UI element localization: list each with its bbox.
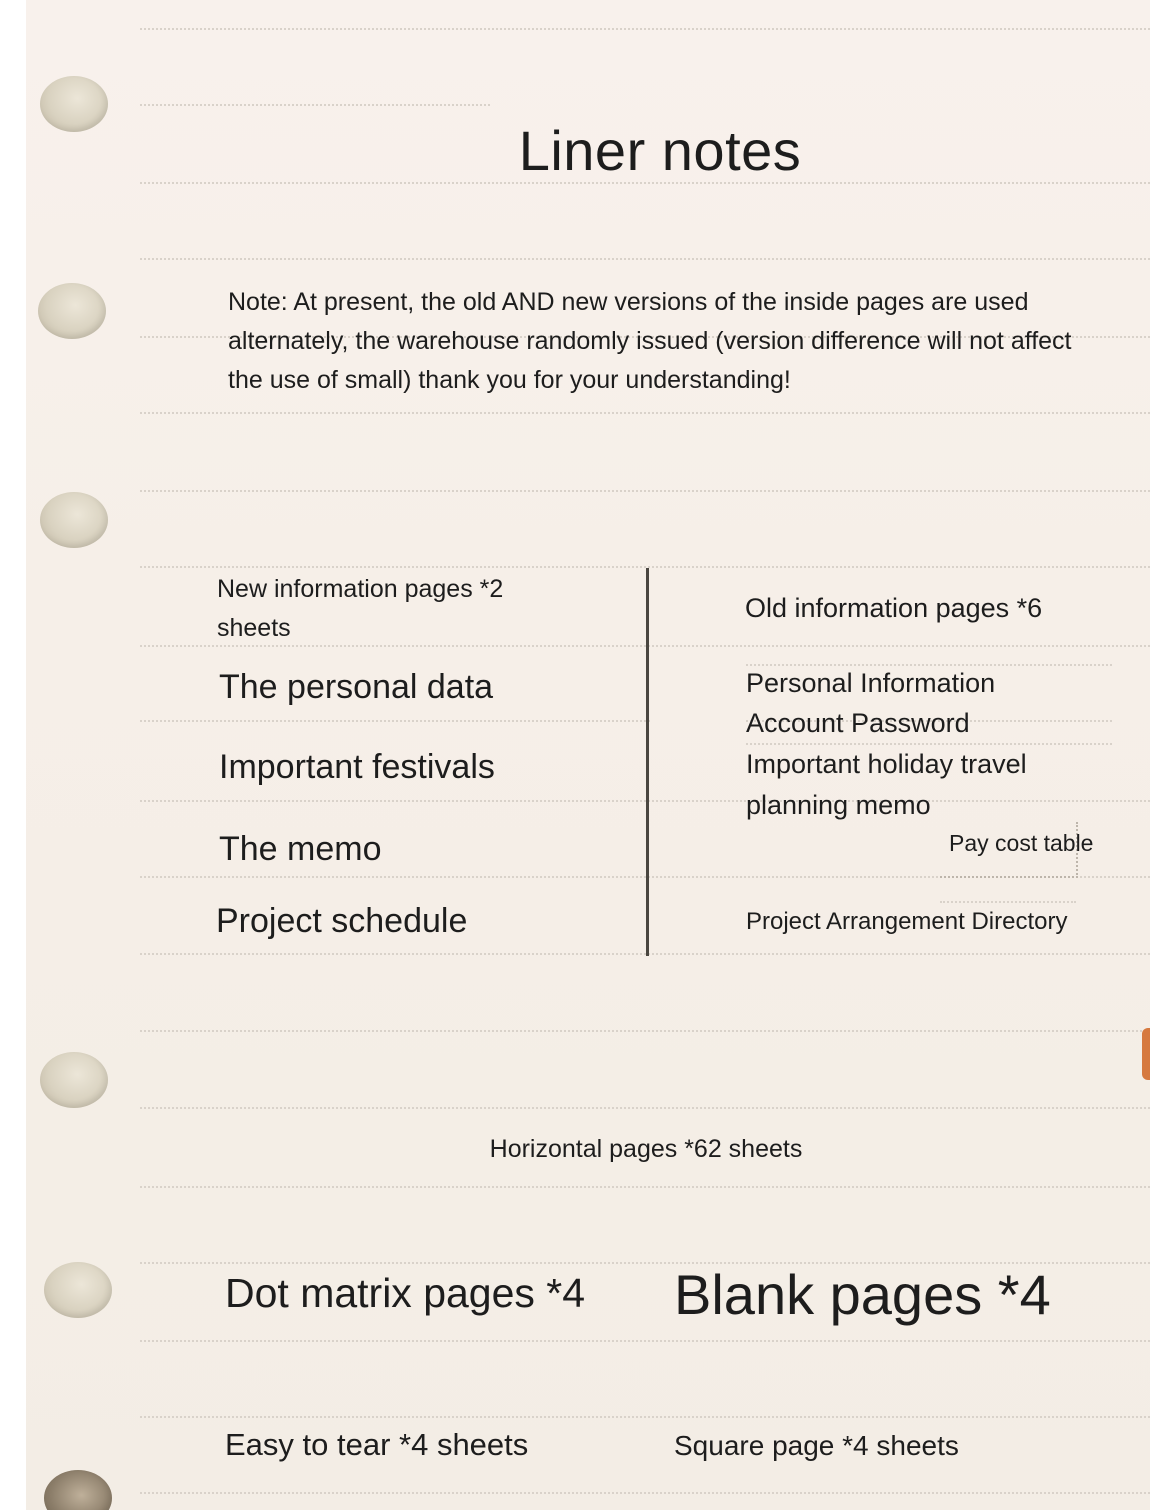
binder-hole	[40, 1052, 108, 1108]
new-pages-heading: New information pages *2 sheets	[217, 575, 504, 642]
ruled-line	[140, 258, 1150, 260]
new-pages-item: The memo	[219, 830, 382, 868]
ruled-line	[140, 800, 1150, 802]
ruled-line	[140, 1416, 1150, 1418]
ruled-line	[140, 720, 650, 722]
ruled-line	[140, 953, 1150, 955]
ruled-line	[940, 901, 1076, 903]
page-tab	[1142, 1028, 1150, 1080]
binder-hole	[44, 1262, 112, 1318]
binder-hole	[38, 283, 106, 339]
version-note: Note: At present, the old AND new versions of the inside pages are used alternately, the warehouse randomly issued (version difference will not affect the use of small) thank you for your understanding!	[228, 288, 1072, 394]
right-margin	[1150, 0, 1172, 1510]
ruled-line	[140, 1492, 1150, 1494]
old-pages-item: Important holiday travel	[746, 749, 1027, 779]
page-title: Liner notes	[518, 119, 802, 182]
ruled-line	[140, 490, 1150, 492]
ruled-line	[140, 1030, 1150, 1032]
blank-pages-label: Blank pages *4	[674, 1263, 1051, 1326]
pay-cost-label: Pay cost table	[949, 830, 1094, 856]
old-pages-item: planning memo	[746, 790, 931, 820]
ruled-line	[140, 1186, 1150, 1188]
easy-tear-label: Easy to tear *4 sheets	[225, 1427, 529, 1462]
ruled-line	[746, 743, 1112, 745]
old-pages-item: Account Password	[746, 708, 970, 738]
old-pages-item: Personal Information	[746, 668, 996, 698]
ruled-line	[140, 412, 1150, 414]
dot-matrix-label: Dot matrix pages *4	[225, 1270, 586, 1316]
ruled-line	[140, 1340, 1150, 1342]
column-divider	[646, 568, 649, 956]
ruled-line	[746, 664, 1112, 666]
ruled-line	[140, 1107, 1150, 1109]
horizontal-pages-label: Horizontal pages *62 sheets	[489, 1135, 803, 1163]
new-pages-item: Project schedule	[216, 902, 468, 940]
left-margin	[0, 0, 26, 1510]
ruled-line	[140, 566, 1150, 568]
project-directory-label: Project Arrangement Directory	[746, 908, 1068, 935]
square-page-label: Square page *4 sheets	[674, 1430, 959, 1461]
new-pages-item: The personal data	[219, 668, 494, 706]
ruled-line	[140, 28, 1150, 30]
ruled-line	[140, 104, 490, 106]
binder-hole	[40, 492, 108, 548]
binder-hole	[44, 1470, 112, 1510]
new-pages-item: Important festivals	[219, 748, 495, 786]
old-pages-heading: Old information pages *6	[745, 593, 1043, 623]
